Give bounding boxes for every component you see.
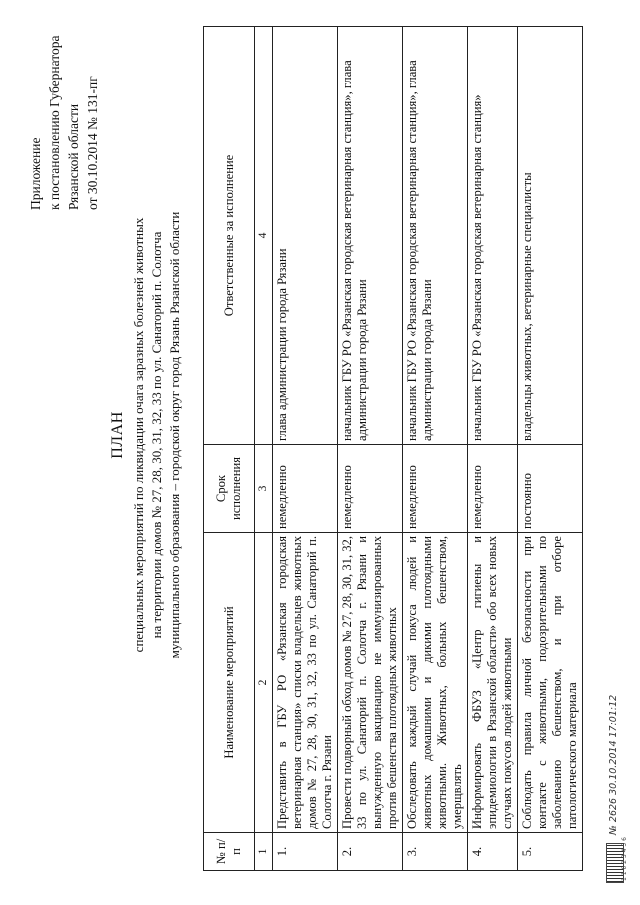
column-number: 4 — [255, 27, 273, 445]
row-measure: Провести подворный обход домов № 27, 28, 30, 31, 32, 33 по ул. Санаторий п. Солотча г. Рязани и вынужденную вакцинацию не иммунизированных против бешенства плотоядных животных — [338, 533, 403, 833]
appendix-line-1: Приложение — [28, 137, 43, 210]
table-row — [403, 27, 468, 871]
appendix-header — [26, 20, 102, 210]
subtitle-line-3: муниципального образования – городской округ город Рязань Рязанской области — [167, 211, 182, 659]
row-responsible: владельцы животных, ветеринарные специалисты — [518, 27, 583, 445]
header-number: № п/п — [204, 833, 255, 871]
document-title: ПЛАН — [109, 411, 126, 459]
measures-table — [203, 26, 583, 871]
row-number: 2. — [338, 833, 403, 871]
row-number: 1. — [273, 833, 338, 871]
appendix-line-4: от 30.10.2014 № 131-пг — [85, 76, 100, 210]
table-row — [518, 27, 583, 871]
appendix-line-2: к постановлению Губернатора — [47, 35, 62, 210]
row-responsible: глава администрации города Рязани — [273, 27, 338, 445]
table-header-row — [204, 27, 255, 871]
row-number: 4. — [468, 833, 518, 871]
table-row — [273, 27, 338, 871]
barcode-label: 1 1 0 2 3 4 5 6 — [621, 837, 628, 881]
column-number: 1 — [255, 833, 273, 871]
appendix-line-3: Рязанской области — [66, 103, 81, 210]
header-responsible: Ответственные за исполнение — [204, 27, 255, 445]
column-number-row — [255, 27, 273, 871]
row-deadline: немедленно — [273, 445, 338, 533]
row-deadline: немедленно — [338, 445, 403, 533]
row-measure: Обследовать каждый случай покуса людей и животных домашними и дикими плотоядными животными. Животных, больных бешенством, умерщвлять — [403, 533, 468, 833]
row-measure: Представить в ГБУ РО «Рязанская городская ветеринарная станция» списки владельцев животных домов № 27, 28, 30, 31, 32, 33 по ул. Санаторий п. Солотча г. Рязани — [273, 533, 338, 833]
row-deadline: постоянно — [518, 445, 583, 533]
row-responsible: начальник ГБУ РО «Рязанская городская ветеринарная станция», глава администрации города Рязани — [403, 27, 468, 445]
subtitle-line-1: специальных мероприятий по ликвидации очага заразных болезней животных — [131, 217, 146, 653]
column-number: 3 — [255, 445, 273, 533]
row-responsible: начальник ГБУ РО «Рязанская городская ветеринарная станция» — [468, 27, 518, 445]
row-responsible: начальник ГБУ РО «Рязанская городская ветеринарная станция», глава администрации города Рязани — [338, 27, 403, 445]
table-row — [468, 27, 518, 871]
title-block — [108, 55, 184, 815]
stamp-text: № 2626 30.10.2014 17:01:12 — [608, 694, 619, 835]
row-deadline: немедленно — [403, 445, 468, 533]
row-number: 5. — [518, 833, 583, 871]
table-row — [338, 27, 403, 871]
registration-stamp — [604, 623, 628, 883]
row-measure: Информировать ФБУЗ «Центр гигиены и эпидемиологии в Рязанской области» обо всех новых случаях покусов людей животными — [468, 533, 518, 833]
header-measures: Наименование мероприятий — [204, 533, 255, 833]
row-number: 3. — [403, 833, 468, 871]
column-number: 2 — [255, 533, 273, 833]
row-measure: Соблюдать правила личной безопасности при контакте с животными, подозрительными по заболеванию бешенством, и при отборе патологического материала — [518, 533, 583, 833]
header-deadline: Срок исполнения — [204, 445, 255, 533]
row-deadline: немедленно — [468, 445, 518, 533]
subtitle-line-2: на территории домов № 27, 28, 30, 31, 32, 33 по ул. Санаторий п. Солотча — [149, 231, 164, 639]
